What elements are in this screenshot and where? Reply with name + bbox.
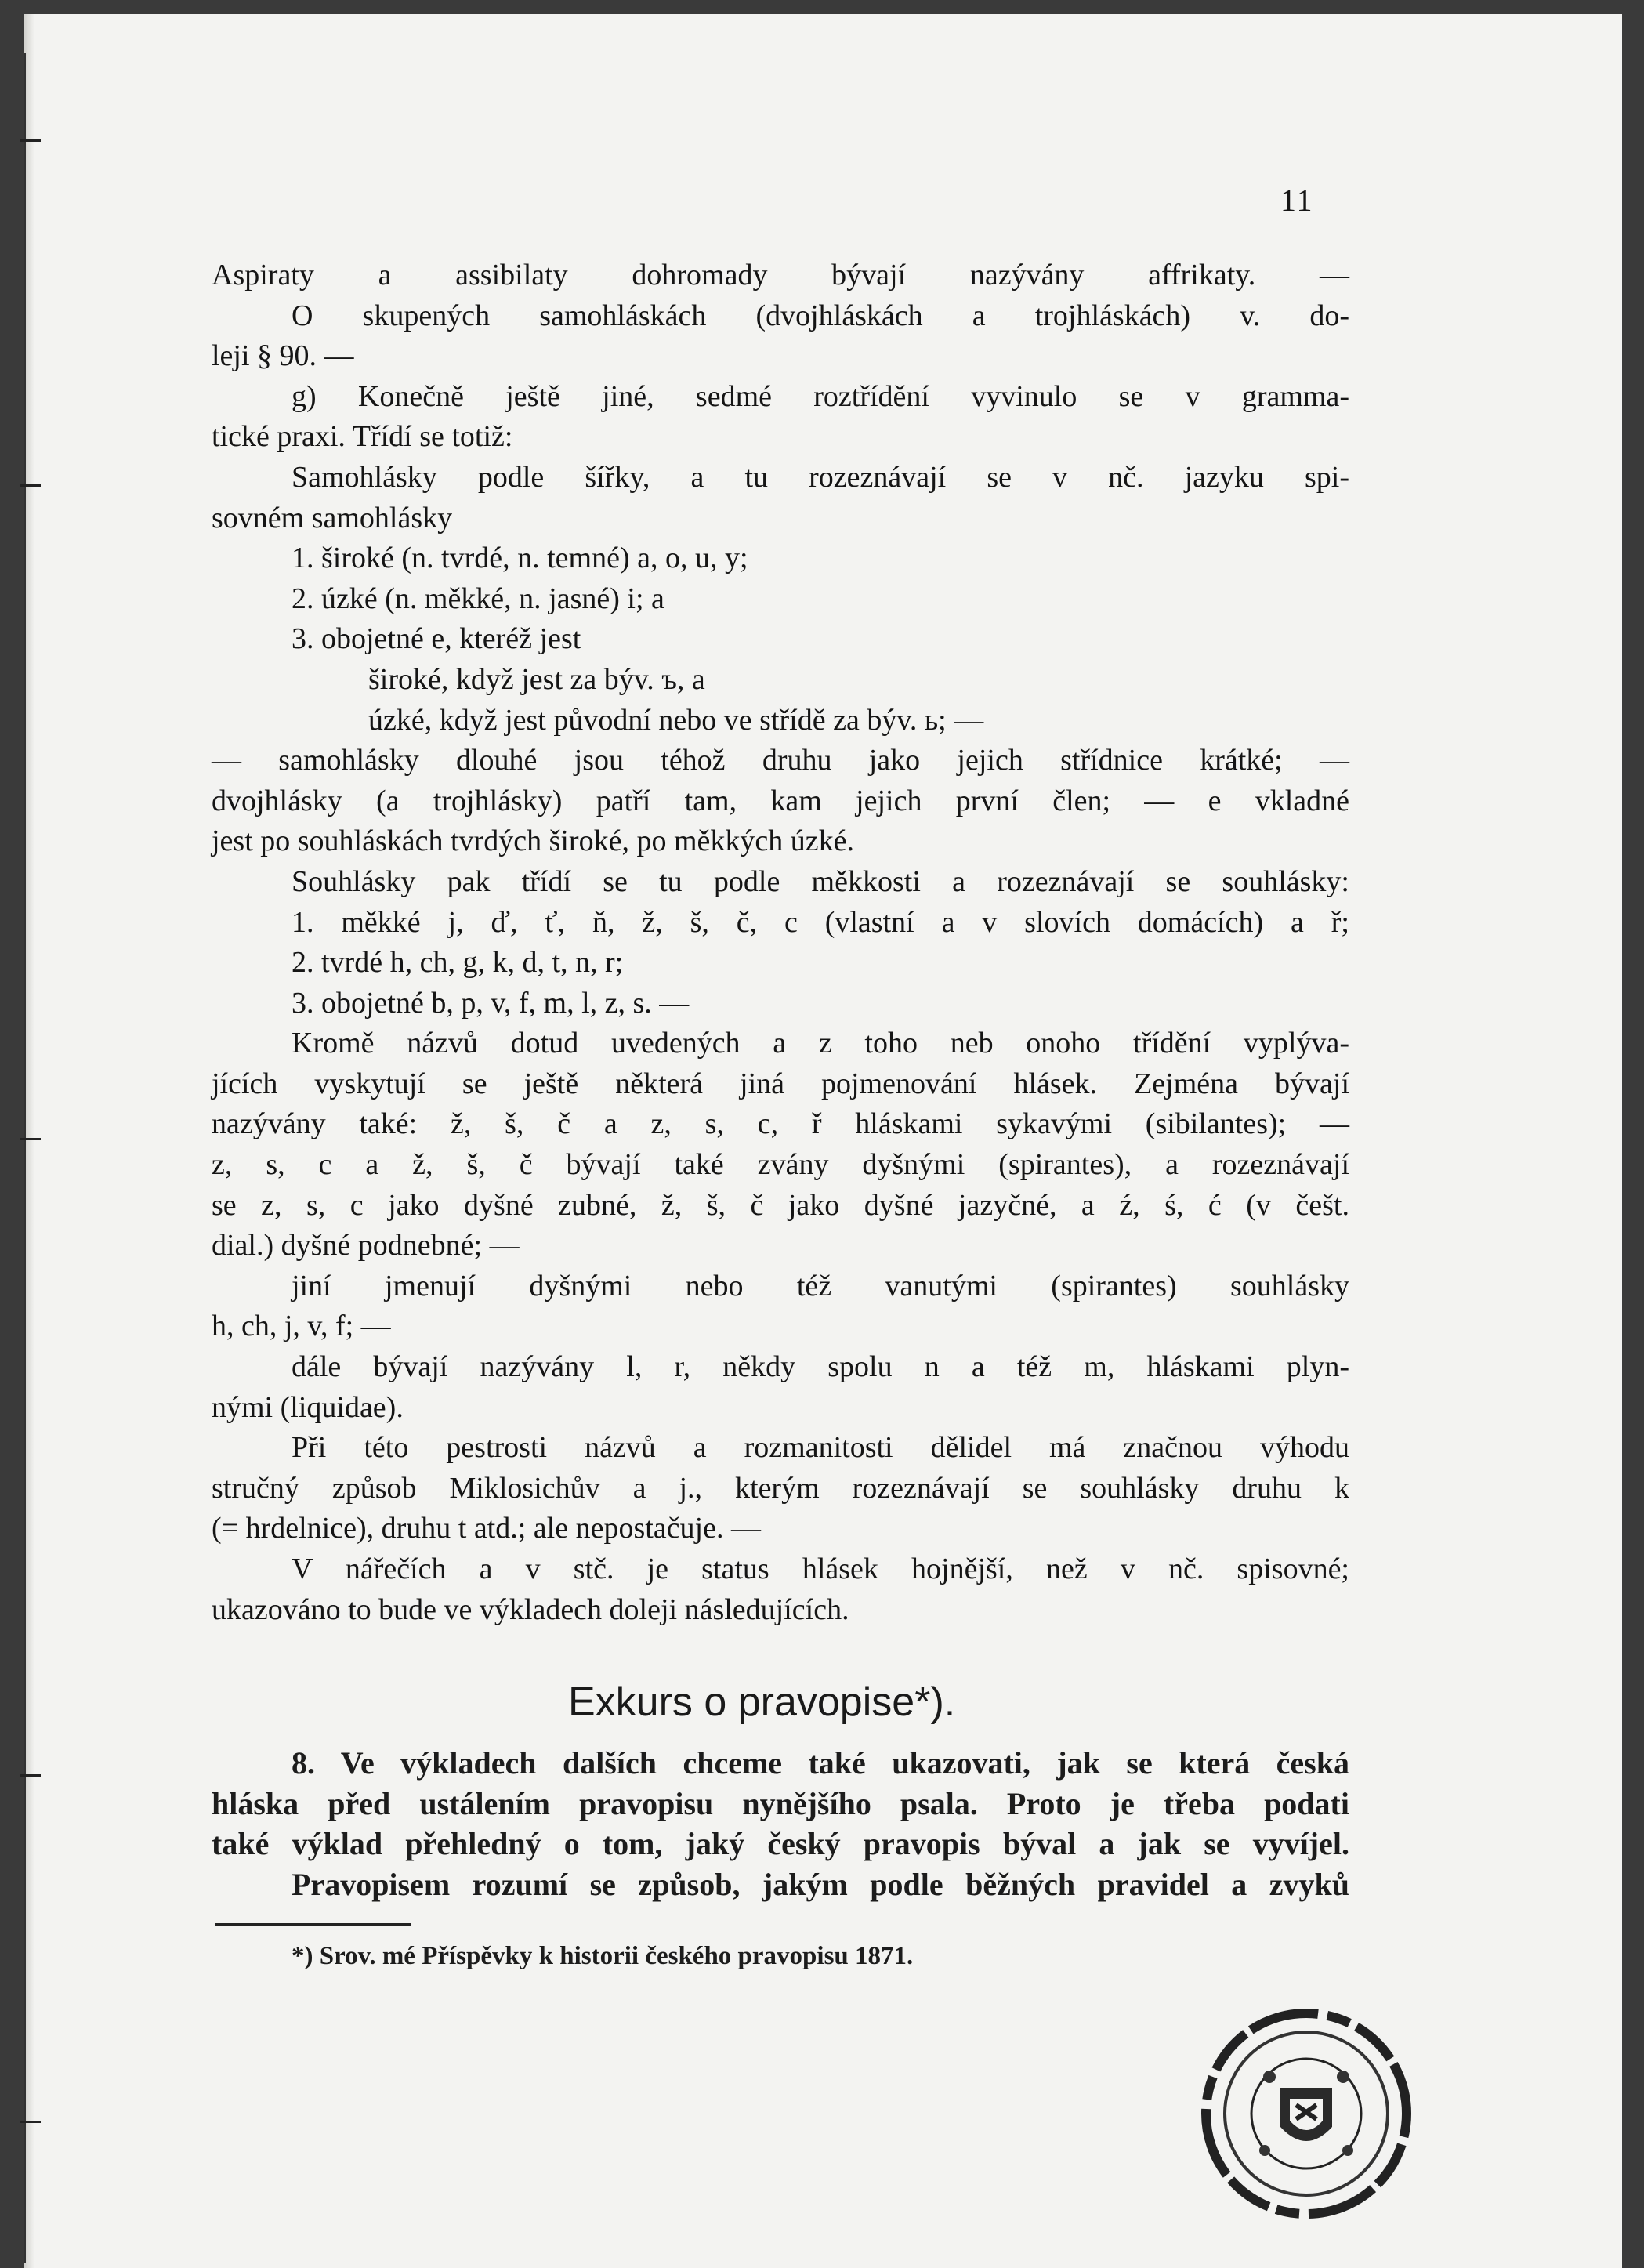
text-line: h, ch, j, v, f; —	[212, 1310, 391, 1343]
text-line: leji § 90. —	[212, 339, 354, 373]
text-line: stručný způsob Miklosichův a j., kterým rozeznávají se souhlásky druhu k	[212, 1471, 1349, 1505]
library-stamp	[1194, 2002, 1418, 2226]
text-line: 2. tvrdé h, ch, g, k, d, t, n, r;	[292, 946, 624, 980]
text-line: 8. Ve výkladech dalších chceme také ukazovati, jak se která česká	[292, 1745, 1349, 1781]
text-line: 2. úzké (n. měkké, n. jasné) i; a	[292, 581, 664, 615]
body-text	[212, 255, 1349, 1630]
text-line: V nářečích a v stč. je status hlásek hojnější, než v nč. spisovné;	[292, 1552, 1349, 1585]
text-line: 1. široké (n. tvrdé, n. temné) a, o, u, y;	[292, 542, 748, 575]
margin-mark	[20, 1774, 41, 1777]
text-line: jest po souhláskách tvrdých široké, po měkkých úzké.	[212, 824, 854, 858]
text-line: sovném samohlásky	[212, 501, 453, 534]
text-line: úzké, když jest původní nebo ve střídě za býv. ь; —	[368, 703, 984, 737]
text-line: také výklad přehledný o tom, jaký český pravopis býval a jak se vyvíjel.	[212, 1826, 1349, 1862]
text-line: dvojhlásky (a trojhlásky) patří tam, kam jejich první člen; — e vkladné	[212, 784, 1349, 817]
footnote-rule	[215, 1923, 411, 1926]
text-line: se z, s, c jako dyšné zubné, ž, š, č jako dyšné jazyčné, a ź, ś, ć (v češt.	[212, 1188, 1349, 1222]
margin-mark	[20, 139, 41, 142]
text-line: z, s, c a ž, š, č bývají také zvány dyšnými (spirantes), a rozeznávají	[212, 1148, 1349, 1182]
section-8-text	[212, 1743, 1349, 1904]
margin-mark	[20, 484, 41, 487]
text-line: O skupených samohláskách (dvojhláskách a trojhláskách) v. do-	[292, 299, 1349, 332]
text-line: široké, když jest za býv. ъ, a	[368, 662, 705, 696]
text-line: dále bývají nazývány l, r, někdy spolu n a též m, hláskami plyn-	[292, 1350, 1349, 1384]
text-line: Souhlásky pak třídí se tu podle měkkosti a rozeznávají se souhlásky:	[292, 864, 1349, 898]
text-line: ukazováno to bude ve výkladech doleji následujících.	[212, 1592, 849, 1626]
margin-rule	[24, 53, 26, 2263]
text-line: (= hrdelnice), druhu t atd.; ale nepostačuje. —	[212, 1512, 761, 1545]
text-line: dial.) dyšné podnebné; —	[212, 1229, 520, 1263]
text-line: nými (liquidae).	[212, 1390, 404, 1424]
margin-mark	[20, 1138, 41, 1140]
text-line: Pravopisem rozumí se způsob, jakým podle běžných pravidel a zvyků	[292, 1866, 1349, 1902]
text-line: 3. obojetné b, p, v, f, m, l, z, s. —	[292, 986, 690, 1020]
text-line: tické praxi. Třídí se totiž:	[212, 420, 513, 454]
text-line: Při této pestrosti názvů a rozmanitosti dělidel má značnou výhodu	[292, 1431, 1349, 1465]
text-line: Aspiraty a assibilaty dohromady bývají nazývány affrikaty. —	[212, 259, 1349, 292]
page-number: 11	[1280, 183, 1314, 218]
text-line: Kromě názvů dotud uvedených a z toho neb onoho třídění vyplýva-	[292, 1027, 1349, 1060]
footnote: *) Srov. mé Příspěvky k historii českého pravopisu 1871.	[292, 1942, 914, 1970]
text-line: 1. měkké j, ď, ť, ň, ž, š, č, c (vlastní a v slovích domácích) a ř;	[292, 905, 1349, 939]
section-heading: Exkurs o pravopise*).	[568, 1679, 956, 1725]
text-line: jiní jmenují dyšnými nebo též vanutými (spirantes) souhlásky	[292, 1269, 1349, 1302]
text-line: hláska před ustálením pravopisu nynějšího psala. Proto je třeba podati	[212, 1785, 1349, 1821]
margin-mark	[20, 2121, 41, 2123]
text-line: 3. obojetné e, kteréž jest	[292, 622, 581, 656]
text-line: Samohlásky podle šířky, a tu rozeznávají se v nč. jazyku spi-	[292, 460, 1349, 494]
text-line: — samohlásky dlouhé jsou téhož druhu jako jejich střídnice krátké; —	[212, 744, 1349, 777]
text-line: jících vyskytují se ještě některá jiná pojmenování hlásek. Zejména bývají	[212, 1067, 1349, 1100]
text-line: g) Konečně ještě jiné, sedmé roztřídění vyvinulo se v gramma-	[292, 379, 1349, 413]
text-line: nazývány také: ž, š, č a z, s, c, ř hláskami sykavými (sibilantes); —	[212, 1107, 1349, 1141]
book-page	[24, 14, 1622, 2268]
